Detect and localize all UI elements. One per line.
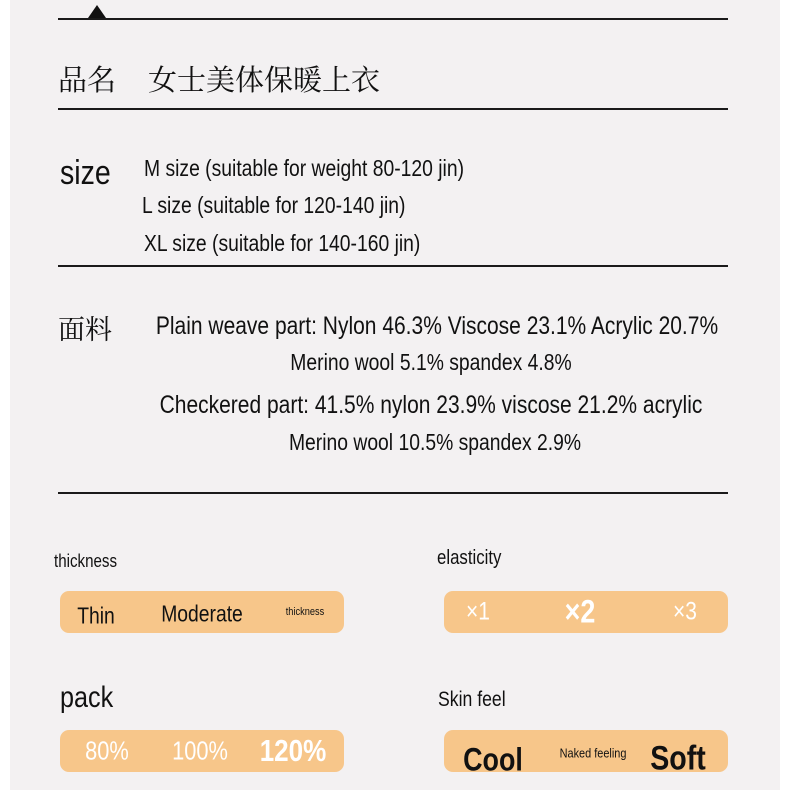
skin-feel-option-cool: Cool	[463, 741, 523, 778]
fabric-line: Plain weave part: Nylon 46.3% Viscose 23.1% Acrylic 20.7%	[155, 312, 719, 340]
skin-feel-label: Skin feel	[438, 688, 506, 711]
size-line: L size (suitable for 120-140 jin)	[142, 192, 406, 218]
fabric-line: Checkered part: 41.5% nylon 23.9% viscose 21.2% acrylic	[159, 391, 703, 419]
divider	[58, 18, 728, 20]
pointer-triangle-icon	[88, 5, 106, 18]
thickness-option-moderate: Moderate	[161, 600, 243, 627]
fabric-label: 面料	[58, 315, 112, 345]
skin-feel-option-naked: Naked feeling	[559, 745, 627, 761]
pack-label: pack	[60, 681, 114, 714]
size-line: XL size (suitable for 140-160 jin)	[144, 230, 421, 256]
size-line: M size (suitable for weight 80-120 jin)	[144, 155, 465, 181]
divider	[58, 265, 728, 267]
divider	[58, 108, 728, 110]
elasticity-option-2: ×2	[564, 593, 596, 630]
product-name-label: 品名	[58, 65, 117, 97]
thickness-option-thin: Thin	[77, 602, 115, 629]
elasticity-option-3: ×3	[673, 597, 697, 626]
pack-option-120: 120%	[259, 733, 327, 768]
thickness-scale	[60, 591, 344, 633]
skin-feel-scale	[444, 730, 728, 778]
pack-option-80: 80%	[85, 735, 129, 766]
elasticity-option-1: ×1	[466, 597, 490, 626]
elasticity-label: elasticity	[437, 547, 502, 569]
skin-feel-option-soft: Soft	[650, 739, 706, 778]
fabric-line: Merino wool 5.1% spandex 4.8%	[290, 349, 572, 375]
fabric-line: Merino wool 10.5% spandex 2.9%	[288, 429, 582, 455]
elasticity-scale	[444, 591, 728, 633]
thickness-label: thickness	[54, 551, 118, 571]
pack-scale	[60, 730, 344, 772]
divider	[58, 492, 728, 494]
product-name-value: 女士美体保暖上衣	[148, 65, 381, 97]
size-label: size	[60, 154, 111, 192]
thickness-option-thick: thickness	[285, 606, 325, 618]
pack-option-100: 100%	[172, 735, 228, 766]
